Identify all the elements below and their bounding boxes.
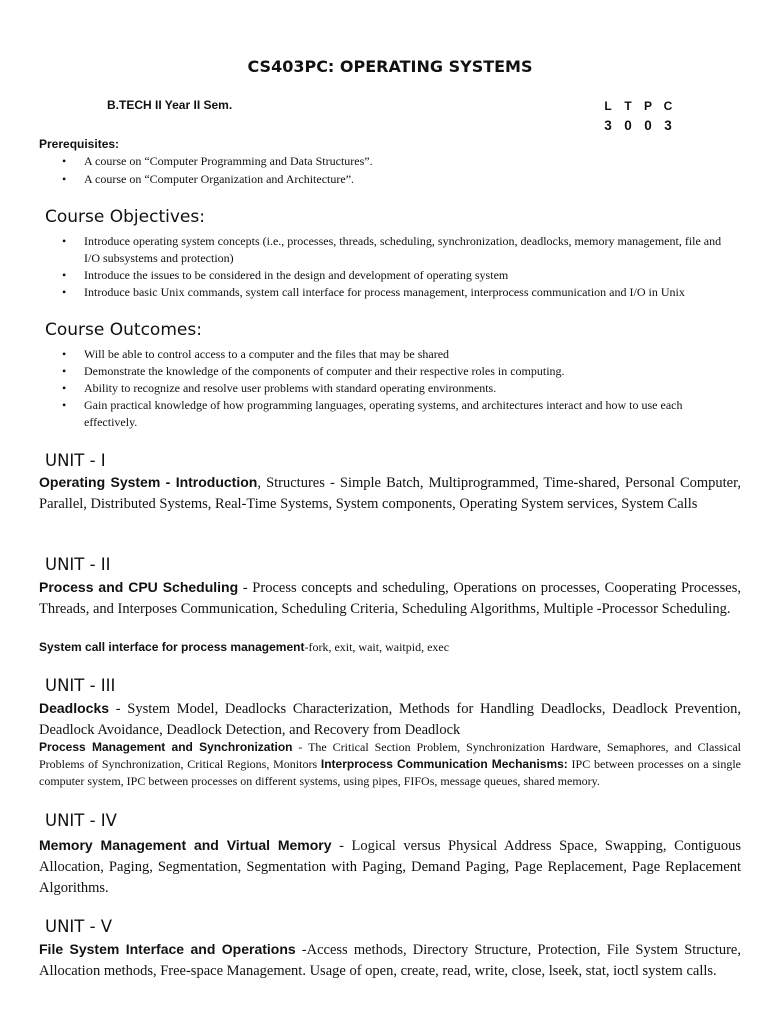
prerequisites-list: [0, 153, 734, 188]
unit-3-text: - System Model, Deadlocks Characterization, Methods for Handling Deadlocks, Deadlock Prevention, Deadlock Avoidance, Deadlock Detection, and Recovery from Deadlock: [39, 701, 741, 738]
unit-2-text: - Process concepts and scheduling, Operations on processes, Cooperating Processes, Threads, and Interposes Communication, Scheduling Criteria, Scheduling Algorithms, Multiple -Processor Scheduling.: [39, 580, 741, 617]
unit-1-lead: Operating System - Introduction: [39, 474, 258, 490]
unit-4-content: [39, 835, 741, 899]
objectives-heading: Course Objectives:: [45, 207, 205, 227]
ltpc-value: 3: [604, 118, 612, 133]
unit-3-content: [39, 698, 741, 741]
unit-3-title: UNIT - III: [45, 676, 116, 695]
list-item: • Introduce basic Unix commands, system call interface for process management, interprocess communication and I/O in Unix: [0, 284, 734, 301]
objectives-list: [0, 233, 734, 301]
unit-1-title: UNIT - I: [45, 451, 106, 470]
unit-4-text: - Logical versus Physical Address Space, Swapping, Contiguous Allocation, Paging, Segmentation, Segmentation with Paging, Demand Paging, Page Replacement, Page Replacement Algorithms.: [39, 838, 741, 896]
unit-1-content: [39, 472, 741, 515]
ltpc-value: 0: [644, 118, 652, 133]
course-title: CS403PC: OPERATING SYSTEMS: [247, 57, 533, 76]
unit-4-title: UNIT - IV: [45, 811, 117, 830]
list-item: • Ability to recognize and resolve user problems with standard operating environments.: [0, 380, 734, 397]
unit-2-sub-lead: System call interface for process management: [39, 640, 305, 654]
unit-5-text: -Access methods, Directory Structure, Protection, File System Structure, Allocation methods, Free-space Management. Usage of open, create, read, write, close, lseek, stat, ioctl system calls.: [39, 942, 741, 979]
ltpc-value: 0: [624, 118, 632, 133]
unit-2-title: UNIT - II: [45, 555, 111, 574]
unit-2-lead: Process and CPU Scheduling: [39, 579, 239, 595]
ltpc-table: [598, 97, 678, 135]
ltpc-label: L: [604, 99, 612, 113]
unit-3-sub-text-2: IPC between processes on a single computer system, IPC between processes on different systems, using pipes, FIFOs, message queues, shared memory.: [39, 757, 741, 788]
ltpc-label: T: [624, 99, 632, 113]
unit-3-subcontent: [39, 739, 741, 790]
list-item: • Introduce the issues to be considered in the design and development of operating system: [0, 267, 734, 284]
ltpc-values: [598, 116, 678, 135]
unit-4-lead: Memory Management and Virtual Memory: [39, 837, 332, 853]
unit-2-sub-text: -fork, exit, wait, waitpid, exec: [304, 640, 450, 654]
outcomes-list: [0, 346, 734, 431]
unit-2-content: [39, 577, 741, 620]
list-item: • A course on “Computer Organization and Architecture”.: [0, 171, 734, 188]
list-item: • Gain practical knowledge of how programming languages, operating systems, and architectures interact and how to use each effectively.: [0, 397, 734, 431]
unit-3-lead: Deadlocks: [39, 700, 110, 716]
year-semester: B.TECH II Year II Sem.: [107, 98, 233, 112]
unit-2-subcontent: [39, 639, 741, 656]
prerequisites-label: Prerequisites:: [39, 137, 120, 151]
ltpc-labels: [598, 97, 678, 116]
list-item: • Introduce operating system concepts (i.e., processes, threads, scheduling, synchronization, deadlocks, memory management, file and I/O subsystems and protection): [0, 233, 734, 267]
ltpc-value: 3: [664, 118, 672, 133]
unit-3-sub-lead: Process Management and Synchronization: [39, 740, 293, 754]
list-item: • Demonstrate the knowledge of the components of computer and their respective roles in computing.: [0, 363, 734, 380]
unit-5-lead: File System Interface and Operations: [39, 941, 296, 957]
unit-5-content: [39, 939, 741, 982]
list-item: • A course on “Computer Programming and Data Structures”.: [0, 153, 734, 170]
list-item: • Will be able to control access to a computer and the files that may be shared: [0, 346, 734, 363]
ltpc-label: C: [663, 99, 673, 113]
unit-1-text: , Structures - Simple Batch, Multiprogrammed, Time-shared, Personal Computer, Parallel, Distributed Systems, Real-Time Systems, System components, Operating System services, System Calls: [39, 475, 741, 512]
unit-5-title: UNIT - V: [45, 917, 113, 936]
outcomes-heading: Course Outcomes:: [45, 320, 202, 340]
ltpc-label: P: [643, 99, 652, 113]
unit-3-sub-text: - The Critical Section Problem, Synchronization Hardware, Semaphores, and Classical Problems of Synchronization, Critical Regions, Monitors: [39, 740, 741, 771]
unit-3-sub-lead-2: Interprocess Communication Mechanisms:: [320, 757, 568, 771]
